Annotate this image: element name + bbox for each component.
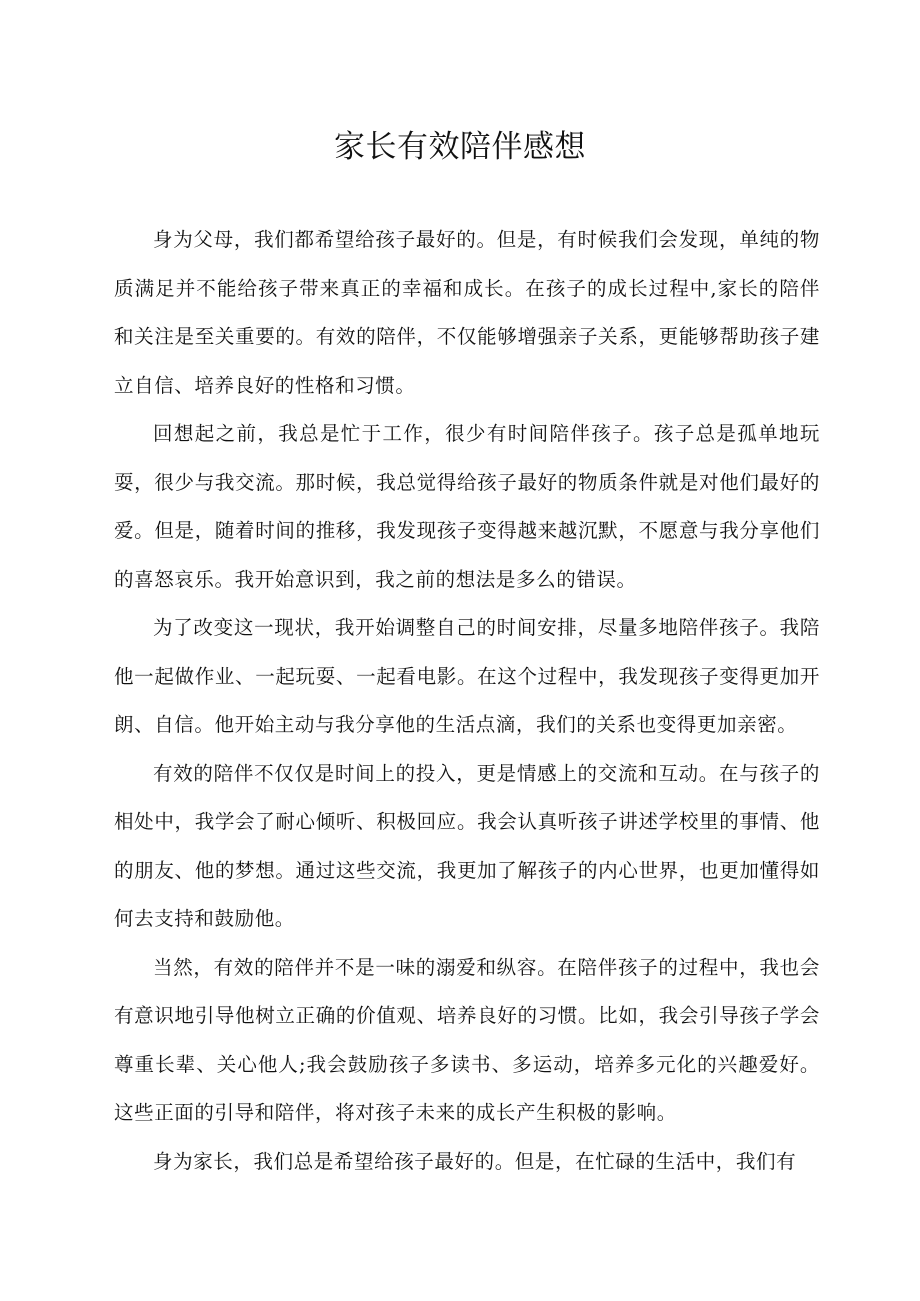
paragraph: 当然，有效的陪伴并不是一味的溺爱和纵容。在陪伴孩子的过程中，我也会有意识地引导他树立正确的价值观、培养良好的习惯。比如，我会引导孩子学会尊重长辈、关心他人;我会鼓励孩子多读书、多运动，培养多元化的兴趣爱好。这些正面的引导和陪伴，将对孩子未来的成长产生积极的影响。 bbox=[114, 955, 820, 1124]
document-title: 家长有效陪伴感想 bbox=[334, 129, 586, 165]
paragraph: 回想起之前，我总是忙于工作，很少有时间陪伴孩子。孩子总是孤单地玩耍，很少与我交流。那时候，我总觉得给孩子最好的物质条件就是对他们最好的爱。但是，随着时间的推移，我发现孩子变得越来越沉默，不愿意与我分享他们的喜怒哀乐。我开始意识到，我之前的想法是多么的错误。 bbox=[114, 422, 820, 591]
paragraph: 为了改变这一现状，我开始调整自己的时间安排，尽量多地陪伴孩子。我陪他一起做作业、一起玩耍、一起看电影。在这个过程中，我发现孩子变得更加开朗、自信。他开始主动与我分享他的生活点滴，我们的关系也变得更加亲密。 bbox=[114, 616, 820, 736]
paragraph: 有效的陪伴不仅仅是时间上的投入，更是情感上的交流和互动。在与孩子的相处中，我学会了耐心倾听、积极回应。我会认真听孩子讲述学校里的事情、他的朋友、他的梦想。通过这些交流，我更加了解孩子的内心世界，也更加懂得如何去支持和鼓励他。 bbox=[114, 761, 820, 930]
paragraph: 身为父母，我们都希望给孩子最好的。但是，有时候我们会发现，单纯的物质满足并不能给孩子带来真正的幸福和成长。在孩子的成长过程中,家长的陪伴和关注是至关重要的。有效的陪伴，不仅能够增强亲子关系，更能够帮助孩子建立自信、培养良好的性格和习惯。 bbox=[114, 228, 820, 397]
document-body bbox=[114, 216, 820, 1186]
paragraph: 身为家长，我们总是希望给孩子最好的。但是，在忙碌的生活中，我们有 bbox=[153, 1149, 797, 1173]
